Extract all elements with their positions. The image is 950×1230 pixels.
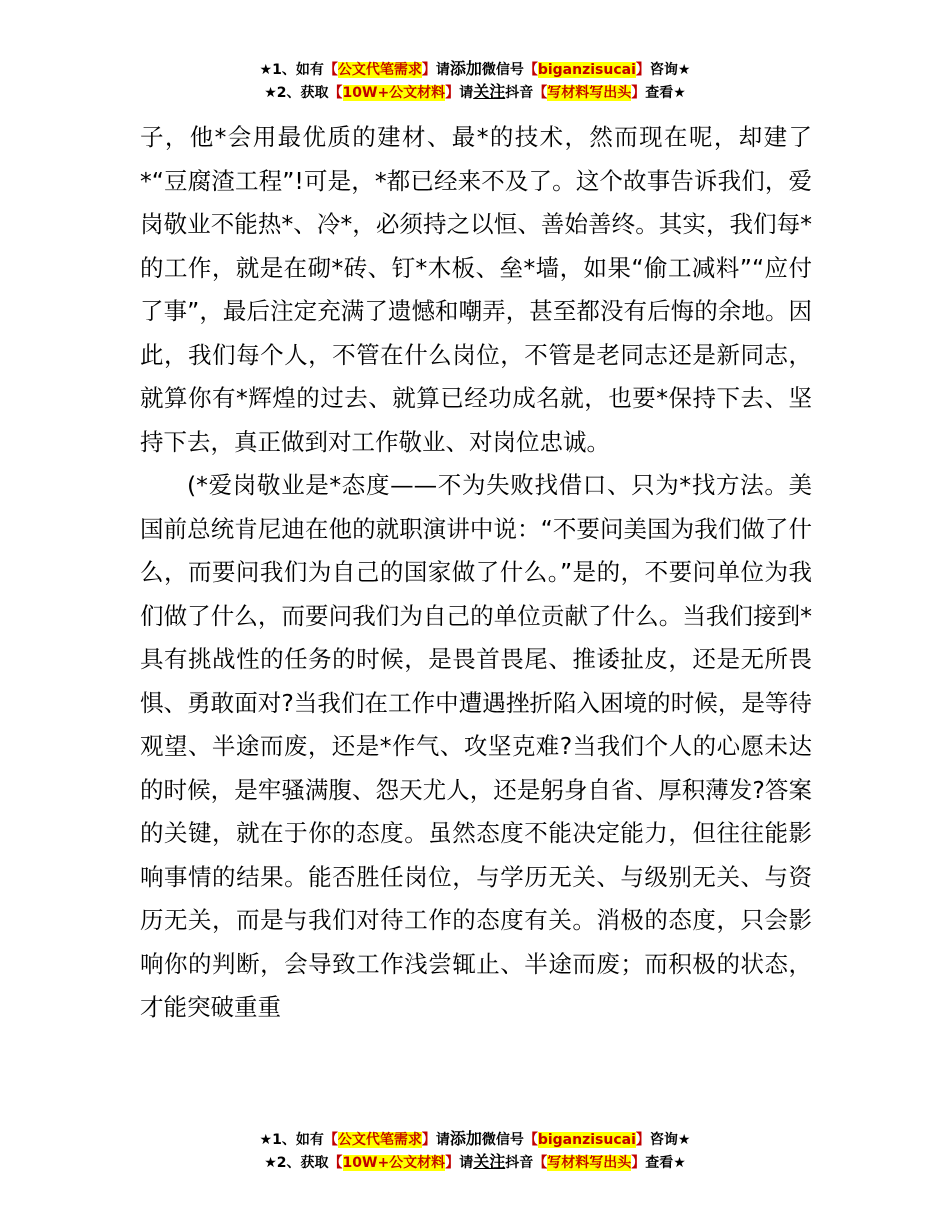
bracket: 【 [533, 1155, 548, 1171]
douyin-account-highlight: 写材料写出头 [547, 1155, 632, 1171]
offer-highlight: 10W+公文材料 [342, 85, 446, 101]
bracket: 【 [328, 85, 343, 101]
header-banner [0, 58, 950, 104]
banner-text: ★1、如有 [259, 62, 324, 78]
banner-emphasis: 关注 [473, 82, 506, 101]
banner-text: 抖音 [505, 85, 534, 101]
paragraph-1: 子，他*会用最优质的建材、最*的技术，然而现在呢，却建了*“豆腐渣工程”!可是，*都已经来不及了。这个故事告诉我们，爱岗敬业不能热*、冷*，必须持之以恒、善始善终。其实，我们每*的工作，就是在砌*砖、钉*木板、垒*墙，如果“偷工减料”“应付了事”，最后注定充满了遗憾和嘲弄，甚至都没有后悔的余地。因此，我们每个人，不管在什么岗位，不管是老同志还是新同志，就算你有*辉煌的过去、就算已经功成名就，也要*保持下去、坚持下去，真正做到对工作敬业、对岗位忠诚。 [140, 123, 812, 456]
bracket: 】 [631, 85, 646, 101]
bracket: 】 [421, 62, 436, 78]
bracket: 【 [523, 1132, 538, 1148]
bracket: 【 [323, 62, 338, 78]
banner-text: ★1、如有 [259, 1132, 324, 1148]
banner-text: 请 [435, 1132, 450, 1148]
banner-text: ★2、获取 [264, 85, 329, 101]
douyin-account-highlight: 写材料写出头 [547, 85, 632, 101]
banner-text: 查看★ [645, 1155, 686, 1171]
bracket: 【 [523, 62, 538, 78]
footer-banner-line-1 [0, 1128, 950, 1151]
bracket: 【 [533, 85, 548, 101]
bracket: 】 [635, 62, 650, 78]
bracket: 】 [635, 1132, 650, 1148]
bracket: 【 [323, 1132, 338, 1148]
banner-text: 抖音 [505, 1155, 534, 1171]
banner-emphasis: 添加 [449, 1129, 482, 1148]
header-banner-line-2 [0, 81, 950, 104]
document-body [140, 116, 812, 1030]
banner-text: 咨询★ [649, 62, 691, 78]
service-highlight: 公文代笔需求 [337, 62, 422, 78]
banner-emphasis: 关注 [473, 1152, 506, 1171]
banner-emphasis: 添加 [449, 59, 482, 78]
bracket: 】 [445, 1155, 460, 1171]
banner-text: 请 [459, 1155, 474, 1171]
banner-text: 请 [459, 85, 474, 101]
paragraph-2: (*爱岗敬业是*态度——不为失败找借口、只为*找方法。美国前总统肯尼迪在他的就职演讲中说：“不要问美国为我们做了什么，而要问我们为自己的国家做了什么。”是的，不要问单位为我们做了什么，而要问我们为自己的单位贡献了什么。当我们接到*具有挑战性的任务的时候，是畏首畏尾、推诿扯皮，还是无所畏惧、勇敢面对?当我们在工作中遭遇挫折陷入困境的时候，是等待观望、半途而废，还是*作气、攻坚克难?当我们个人的心愿未达的时候，是牢骚满腹、怨天尤人，还是躬身自省、厚积薄发?答案的关键，就在于你的态度。虽然态度不能决定能力，但往往能影响事情的结果。能否胜任岗位，与学历无关、与级别无关、与资历无关，而是与我们对待工作的态度有关。消极的态度，只会影响你的判断，会导致工作浅尝辄止、半途而废；而积极的状态，才能突破重重 [140, 471, 812, 1021]
bracket: 】 [445, 85, 460, 101]
bracket: 】 [631, 1155, 646, 1171]
banner-text: 请 [435, 62, 450, 78]
wechat-id-highlight: biganzisucai [537, 1132, 636, 1148]
banner-text: 查看★ [645, 85, 686, 101]
service-highlight: 公文代笔需求 [337, 1132, 422, 1148]
footer-banner-line-2 [0, 1151, 950, 1174]
offer-highlight: 10W+公文材料 [342, 1155, 446, 1171]
banner-text: 咨询★ [649, 1132, 691, 1148]
banner-text: 微信号 [481, 62, 524, 78]
header-banner-line-1 [0, 58, 950, 81]
bracket: 【 [328, 1155, 343, 1171]
banner-text: 微信号 [481, 1132, 524, 1148]
banner-text: ★2、获取 [264, 1155, 329, 1171]
wechat-id-highlight: biganzisucai [537, 62, 636, 78]
bracket: 】 [421, 1132, 436, 1148]
footer-banner [0, 1128, 950, 1174]
